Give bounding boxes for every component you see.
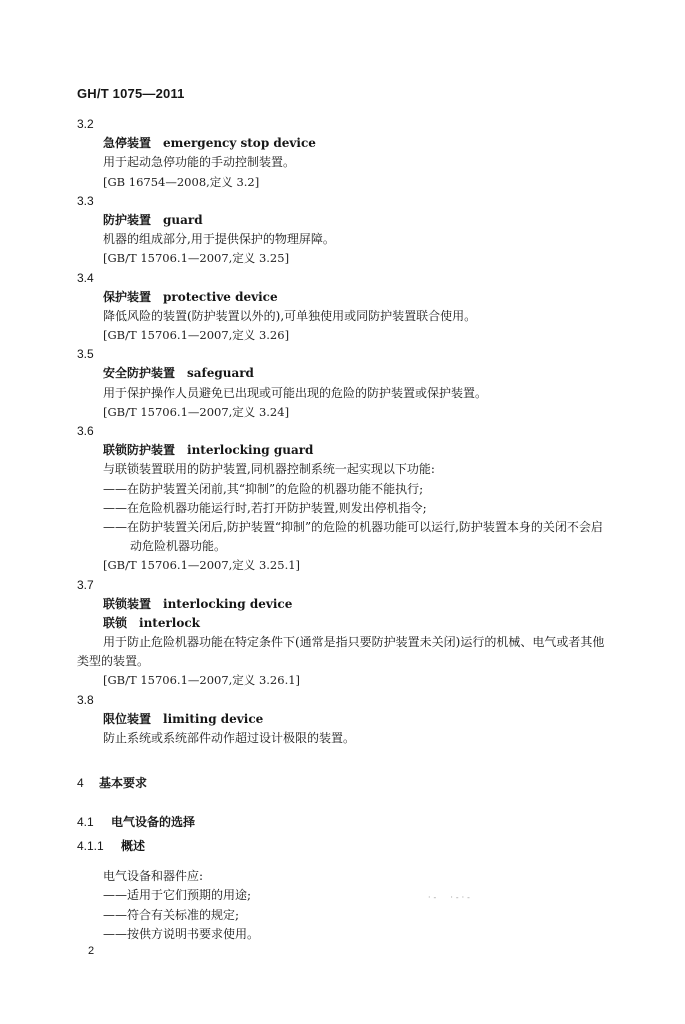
subsection-heading <box>77 813 195 830</box>
section-title: 电气设备的选择 <box>111 815 196 829</box>
term-chinese: 联锁 <box>103 615 128 630</box>
term-line <box>103 211 657 230</box>
source-reference: [GB/T 15706.1—2007,定义 3.25] <box>103 251 290 266</box>
term-english: limiting device <box>163 711 264 726</box>
list-item-continuation: 动危险机器功能。 <box>130 539 227 554</box>
definition-entry <box>77 576 657 691</box>
list-item: ——在防护装置关闭前,其“抑制”的危险的机器功能不能执行; <box>103 481 424 496</box>
term-chinese: 联锁装置 <box>103 596 152 611</box>
definition-entry <box>77 115 657 192</box>
definition-text: 机器的组成部分,用于提供保护的物理屏障。 <box>103 232 335 247</box>
term-english: interlocking device <box>163 596 293 611</box>
source-reference: [GB/T 15706.1—2007,定义 3.26] <box>103 328 290 343</box>
term-chinese: 限位装置 <box>103 711 152 726</box>
definition-text: 用于保护操作人员避免已出现或可能出现的危险的防护装置或保护装置。 <box>103 385 488 400</box>
definition-text: 用于起动急停功能的手动控制装置。 <box>103 155 296 170</box>
list-item: ——按供方说明书要求使用。 <box>103 927 260 941</box>
source-reference: [GB 16754—2008,定义 3.2] <box>103 174 260 189</box>
term-chinese: 保护装置 <box>103 289 152 304</box>
term-english: interlocking guard <box>187 443 314 458</box>
term-line-alternate <box>103 614 657 633</box>
list-item: ——在防护装置关闭后,防护装置“抑制”的危险的机器功能可以运行,防护装置本身的关闭不会启 <box>103 519 603 534</box>
clause-number: 3.5 <box>77 347 94 362</box>
definition-entry <box>77 422 657 576</box>
term-english: protective device <box>163 289 278 304</box>
definition-text: 降低风险的装置(防护装置以外的),可单独使用或同防护装置联合使用。 <box>103 308 477 323</box>
section-number: 4.1 <box>77 815 94 829</box>
term-english: emergency stop device <box>163 136 316 151</box>
term-line <box>103 595 657 614</box>
term-chinese: 急停装置 <box>103 136 152 151</box>
definition-text: 与联锁装置联用的防护装置,同机器控制系统一起实现以下功能: <box>103 462 435 477</box>
term-chinese: 联锁防护装置 <box>103 443 176 458</box>
clause-number: 3.2 <box>77 117 94 131</box>
subsubsection-heading <box>77 837 145 854</box>
definition-entry <box>77 269 657 346</box>
general-intro: 电气设备和器件应: <box>103 869 204 883</box>
definition-entry <box>77 192 657 269</box>
section-title: 基本要求 <box>99 776 148 790</box>
term-line <box>103 134 657 153</box>
term-line <box>103 364 657 383</box>
definition-entry <box>77 345 657 422</box>
source-reference: [GB/T 15706.1—2007,定义 3.24] <box>103 404 290 419</box>
page-number: 2 <box>88 945 95 957</box>
term-line <box>103 288 657 307</box>
section-heading <box>77 774 147 791</box>
scan-smudge: ·- ·-·- <box>428 893 473 902</box>
term-chinese: 防护装置 <box>103 212 152 227</box>
standard-code-header: GH/T 1075—2011 <box>77 86 185 101</box>
section-title: 概述 <box>121 839 146 853</box>
section-number: 4 <box>77 776 84 790</box>
clause-number: 3.8 <box>77 692 94 707</box>
term-english: guard <box>163 212 203 227</box>
list-item: ——适用于它们预期的用途; <box>103 888 252 902</box>
definition-text: 用于防止危险机器功能在特定条件下(通常是指只要防护装置未关闭)运行的机械、电气或者其他 <box>103 635 605 650</box>
list-item: ——符合有关标准的规定; <box>103 908 240 922</box>
term-english: interlock <box>139 615 200 630</box>
clause-number: 3.7 <box>77 577 94 592</box>
term-english: safeguard <box>187 366 254 381</box>
section-number: 4.1.1 <box>77 839 104 853</box>
clause-number: 3.4 <box>77 270 94 285</box>
source-reference: [GB/T 15706.1—2007,定义 3.25.1] <box>103 558 301 573</box>
clause-number: 3.6 <box>77 424 94 438</box>
term-line <box>103 710 657 729</box>
definition-text: 防止系统或系统部件动作超过设计极限的装置。 <box>103 731 356 745</box>
definitions-list <box>77 115 657 748</box>
clause-number: 3.3 <box>77 193 94 208</box>
definition-text-continuation: 类型的装置。 <box>77 654 150 669</box>
list-item: ——在危险机器功能运行时,若打开防护装置,则发出停机指令; <box>103 500 427 515</box>
definition-entry <box>77 691 657 749</box>
term-line <box>103 441 657 460</box>
term-chinese: 安全防护装置 <box>103 366 176 381</box>
source-reference: [GB/T 15706.1—2007,定义 3.26.1] <box>103 673 301 688</box>
